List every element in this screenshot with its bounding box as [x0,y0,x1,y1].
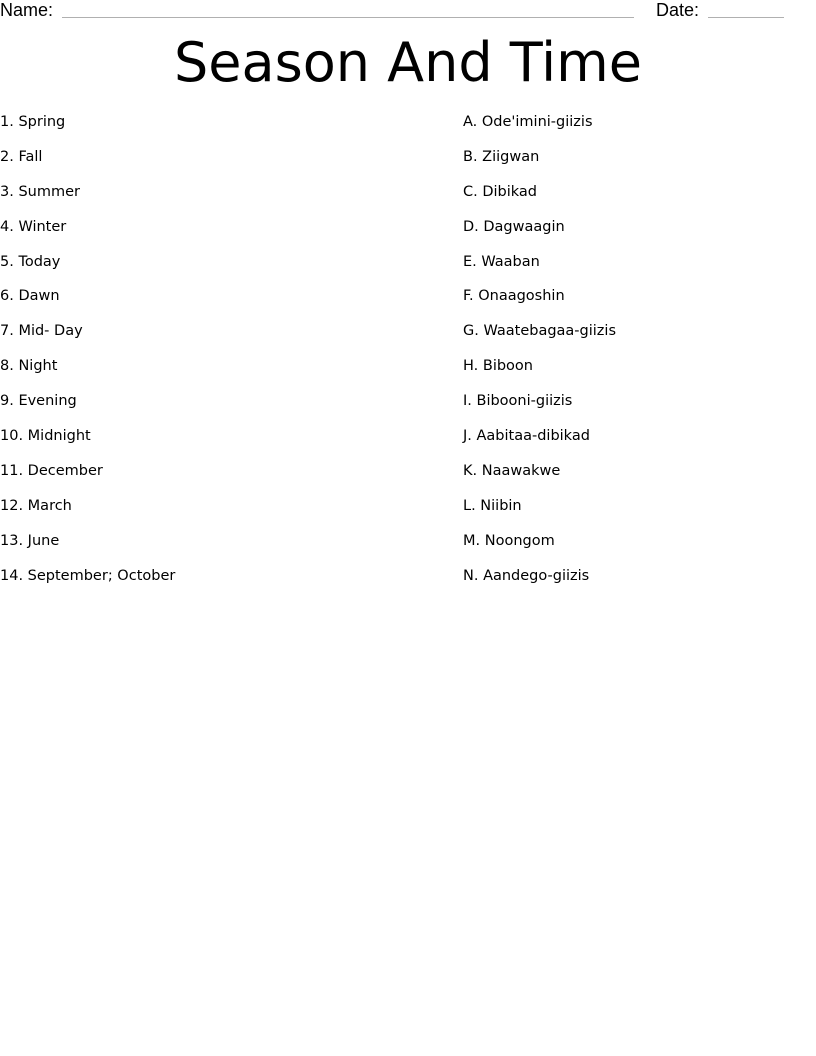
term-item: 12. March [0,497,72,514]
term-item: 10. Midnight [0,428,91,445]
term-item: 1. Spring [0,114,66,130]
term-item: 8. Night [0,358,58,375]
answers-list [463,112,803,600]
answer-item: C. Dibikad [463,183,538,200]
term-item: 9. Evening [0,393,77,410]
terms-list [0,112,420,600]
term-item: 6. Dawn [0,288,60,305]
term-item: 3. Summer [0,183,80,200]
term-item: 4. Winter [0,218,67,235]
date-blank-line [708,17,784,18]
worksheet-title: Season And Time [174,31,642,94]
date-label: Date: [656,0,700,20]
answer-item: H. Biboon [463,358,533,375]
term-item: 7. Mid- Day [0,323,83,340]
term-item: 13. June [0,532,60,549]
answer-item: J. Aabitaa-dibikad [463,428,590,445]
term-item: 11. December [0,462,103,479]
answer-item: N. Aandego-giizis [463,567,590,584]
answer-item: K. Naawakwe [463,462,561,479]
name-label: Name: [0,0,54,20]
answer-item: F. Onaagoshin [463,288,565,305]
answer-item: L. Niibin [463,497,522,514]
answer-item: M. Noongom [463,532,555,549]
answer-item: I. Bibooni-giizis [463,393,573,410]
answer-item: A. Ode'imini-giizis [463,114,593,130]
term-item: 14. September; October [0,567,176,584]
answer-item: B. Ziigwan [463,148,540,165]
name-blank-line [62,17,634,18]
term-item: 2. Fall [0,148,43,165]
term-item: 5. Today [0,253,61,270]
worksheet-header [0,0,816,24]
answer-item: D. Dagwaagin [463,218,565,235]
answer-item: G. Waatebagaa-giizis [463,323,616,340]
answer-item: E. Waaban [463,253,540,270]
